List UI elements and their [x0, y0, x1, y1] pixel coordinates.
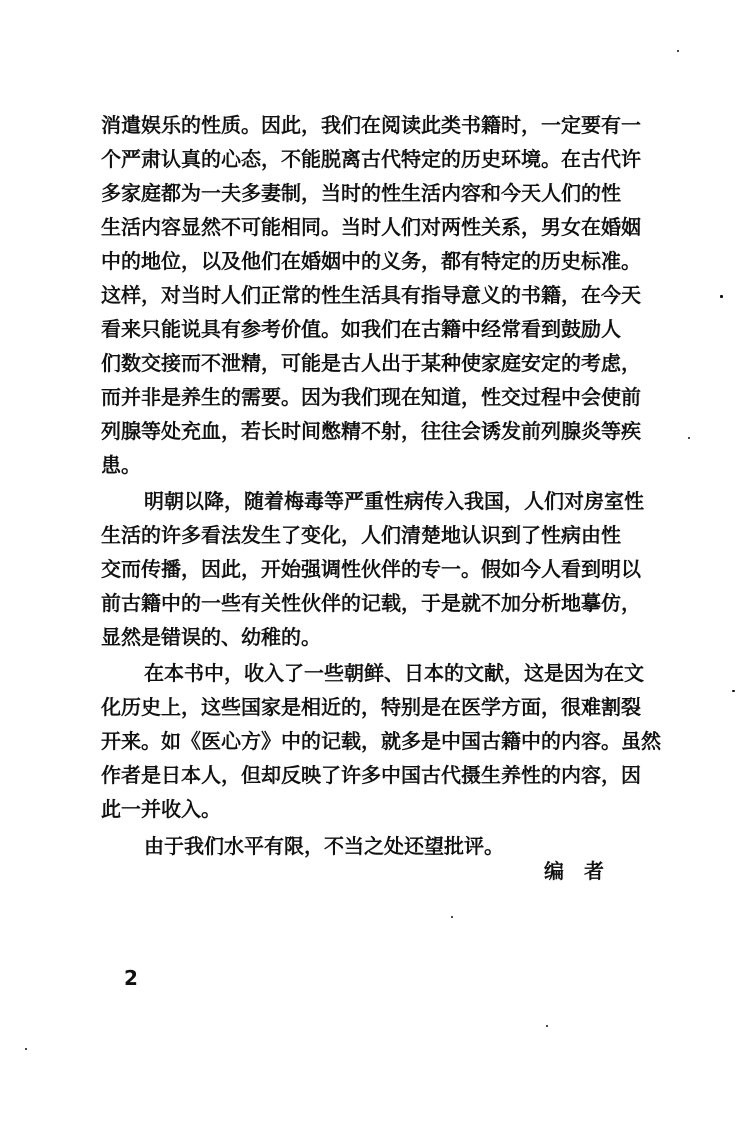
body-line-18: 化历史上，这些国家是相近的，特别是在医学方面，很难割裂 — [101, 695, 641, 719]
scan-speck — [688, 437, 690, 439]
body-line-8: 们数交接而不泄精，可能是古人出于某种使家庭安定的考虑， — [101, 351, 641, 375]
body-line-5: 中的地位，以及他们在婚姻中的义务，都有特定的历史标准。 — [101, 249, 641, 273]
body-line-21: 此一并收入。 — [101, 797, 221, 821]
body-line-7: 看来只能说具有参考价值。如我们在古籍中经常看到鼓励人 — [101, 317, 621, 341]
body-line-16: 显然是错误的、幼稚的。 — [101, 625, 321, 649]
page-number: 2 — [124, 966, 138, 990]
scan-speck — [546, 1025, 548, 1027]
body-line-1: 消遣娱乐的性质。因此，我们在阅读此类书籍时，一定要有一 — [101, 113, 641, 137]
body-line-17: 在本书中，收入了一些朝鲜、日本的文献，这是因为在文 — [144, 661, 644, 685]
body-line-12: 明朝以降，随着梅毒等严重性病传入我国，人们对房室性 — [144, 489, 644, 513]
body-line-20: 作者是日本人，但却反映了许多中国古代摄生养性的内容，因 — [101, 763, 641, 787]
body-line-4: 生活内容显然不可能相同。当时人们对两性关系，男女在婚姻 — [101, 215, 641, 239]
body-line-22: 由于我们水平有限，不当之处还望批评。 — [144, 834, 504, 858]
body-line-11: 患。 — [101, 453, 141, 477]
body-line-10: 列腺等处充血，若长时间憋精不射，往往会诱发前列腺炎等疾 — [101, 419, 641, 443]
body-line-19: 开来。如《医心方》中的记载，就多是中国古籍中的内容。虽然 — [101, 729, 661, 753]
scan-speck — [720, 295, 723, 298]
body-line-6: 这样，对当时人们正常的性生活具有指导意义的书籍，在今天 — [101, 283, 641, 307]
body-line-15: 前古籍中的一些有关性伙伴的记载，于是就不加分析地摹仿， — [101, 591, 641, 615]
body-line-14: 交而传播，因此，开始强调性伙伴的专一。假如今人看到明以 — [101, 557, 641, 581]
scan-speck — [451, 916, 453, 918]
scan-speck — [732, 690, 735, 692]
scan-speck — [25, 1048, 27, 1050]
body-line-9: 而并非是养生的需要。因为我们现在知道，性交过程中会使前 — [101, 385, 641, 409]
body-line-3: 多家庭都为一夫多妻制，当时的性生活内容和今天人们的性 — [101, 181, 621, 205]
author-signature: 编 者 — [544, 859, 604, 883]
scan-speck — [677, 50, 679, 52]
body-line-13: 生活的许多看法发生了变化，人们清楚地认识到了性病由性 — [101, 523, 621, 547]
body-line-2: 个严肃认真的心态，不能脱离古代特定的历史环境。在古代许 — [101, 147, 641, 171]
